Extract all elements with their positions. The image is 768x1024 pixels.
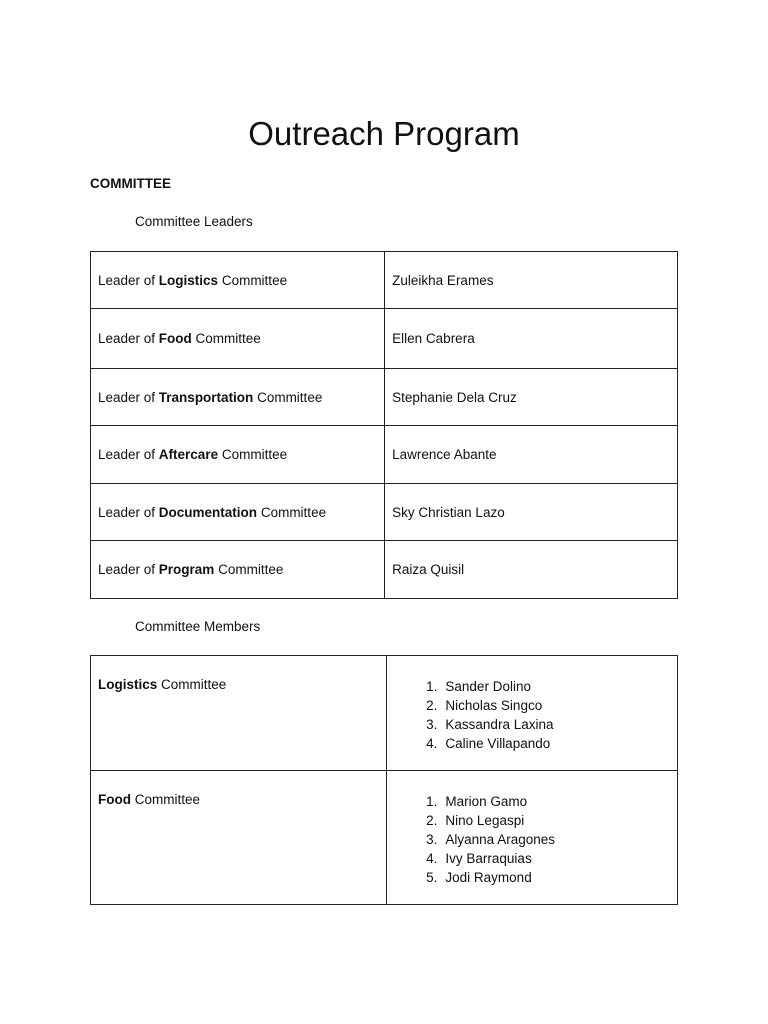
member-item: 4. Caline Villapando: [426, 736, 551, 751]
leader-row-transportation: [91, 369, 678, 426]
members-list-cell: [387, 771, 678, 905]
member-list: [387, 677, 677, 753]
leader-name-cell: Zuleikha Erames: [385, 252, 678, 309]
committee-name: Food: [98, 792, 131, 807]
leader-role-cell: Leader of Documentation Committee: [91, 484, 385, 541]
leader-name-cell: Sky Christian Lazo: [385, 484, 678, 541]
committee-members-table: [90, 655, 678, 905]
member-item: 2. Nino Legaspi: [426, 813, 525, 828]
members-list-cell: [387, 656, 678, 771]
member-item: 3. Kassandra Laxina: [426, 717, 554, 732]
committee-name: Logistics: [98, 677, 158, 692]
document-title: Outreach Program: [248, 115, 520, 152]
member-item: 4. Ivy Barraquias: [426, 851, 532, 866]
committee-name: Food: [158, 331, 192, 346]
leader-name-cell: Raiza Quisil: [385, 541, 678, 599]
leader-name-cell: Stephanie Dela Cruz: [385, 369, 678, 426]
leader-name-cell: Lawrence Abante: [385, 426, 678, 484]
member-item: 5. Jodi Raymond: [426, 870, 532, 885]
members-subheading: Committee Members: [135, 619, 261, 634]
committee-name: Documentation: [158, 504, 258, 520]
leader-name-cell: Ellen Cabrera: [385, 309, 678, 369]
leader-role-cell: Leader of Logistics Committee: [91, 252, 385, 309]
committee-name: Program: [158, 562, 215, 577]
leader-row-aftercare: [91, 426, 678, 484]
leader-role-cell: Leader of Program Committee: [91, 541, 385, 599]
leader-role-cell: Leader of Transportation Committee: [91, 369, 385, 426]
committee-name: Transportation: [158, 389, 254, 405]
leader-role-cell: Leader of Food Committee: [91, 309, 385, 369]
member-item: 1. Marion Gamo: [426, 794, 528, 809]
section-heading: COMMITTEE: [90, 176, 171, 191]
members-row-food: [91, 771, 678, 905]
leader-row-program: [91, 541, 678, 599]
members-row-logistics: [91, 656, 678, 771]
leader-row-logistics: [91, 252, 678, 309]
member-item: 2. Nicholas Singco: [426, 698, 543, 713]
leader-row-food: [91, 309, 678, 369]
members-committee-cell: Food Committee: [91, 771, 387, 905]
leaders-subheading: Committee Leaders: [135, 214, 253, 229]
members-committee-cell: Logistics Committee: [91, 656, 387, 771]
committee-leaders-table: [90, 251, 678, 599]
member-item: 1. Sander Dolino: [426, 679, 531, 694]
leader-role-cell: Leader of Aftercare Committee: [91, 426, 385, 484]
committee-name: Aftercare: [158, 447, 219, 462]
member-item: 3. Alyanna Aragones: [426, 832, 555, 847]
leader-row-documentation: [91, 484, 678, 541]
member-list: [387, 792, 677, 887]
committee-name: Logistics: [158, 272, 219, 288]
